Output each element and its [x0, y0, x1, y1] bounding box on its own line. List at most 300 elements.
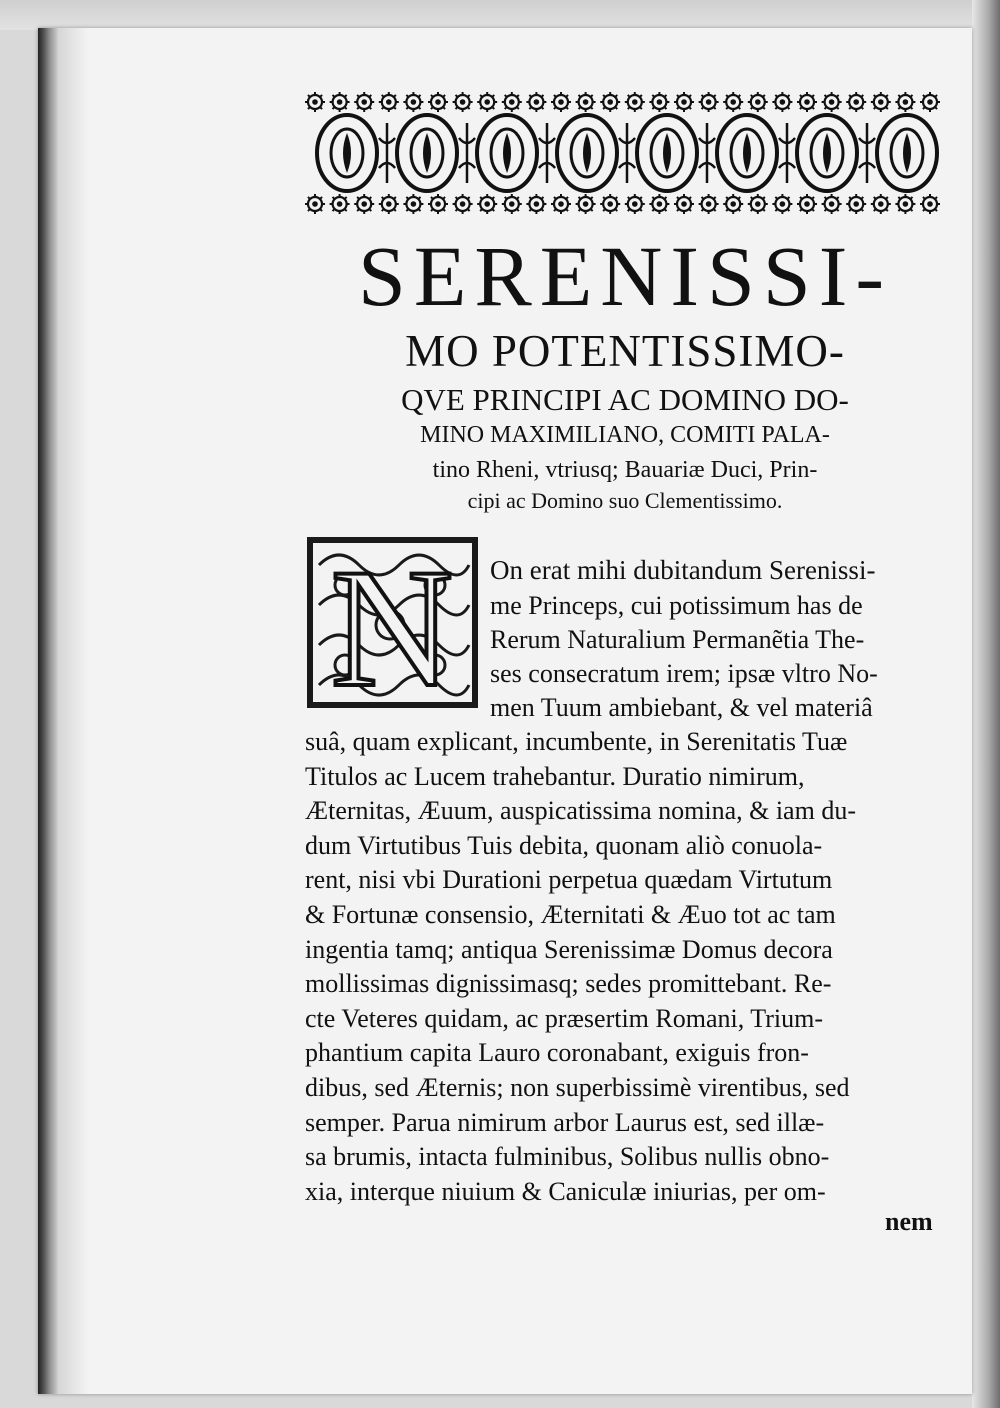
- rosette-petal: [898, 95, 900, 97]
- rosette-petal: [591, 209, 593, 211]
- rosette-petal: [726, 107, 728, 109]
- rosette-petal: [714, 197, 716, 199]
- medallion-seed: [503, 133, 511, 173]
- rosette-center: [607, 201, 613, 207]
- rosette-petal: [394, 209, 396, 211]
- rosette-petal: [603, 209, 605, 211]
- rosette-petal: [738, 209, 740, 211]
- rosette-center: [706, 201, 712, 207]
- rosette-petal: [714, 95, 716, 97]
- rosette-petal: [591, 107, 593, 109]
- rosette-petal: [369, 197, 371, 199]
- scan-background-right: [972, 0, 1000, 1408]
- text-line: mollissimas dignissimasq; sedes promittebant. Re-: [305, 969, 832, 999]
- rosette-petal: [923, 107, 925, 109]
- rosette-petal: [935, 209, 937, 211]
- rosette-center: [927, 99, 933, 105]
- rosette-petal: [517, 107, 519, 109]
- medallion-separator: [459, 123, 475, 183]
- rosette-petal: [529, 107, 531, 109]
- rosette-petal: [603, 95, 605, 97]
- medallion-separator: [699, 123, 715, 183]
- rosette-petal: [886, 107, 888, 109]
- rosette-petal: [382, 107, 384, 109]
- rosette-petal: [763, 197, 765, 199]
- rosette-petal: [357, 209, 359, 211]
- rosette-petal: [910, 107, 912, 109]
- rosette-petal: [554, 107, 556, 109]
- rosette-petal: [714, 209, 716, 211]
- rosette-petal: [308, 209, 310, 211]
- rosette-center: [411, 99, 417, 105]
- rosette-petal: [751, 107, 753, 109]
- rosette-petal: [751, 197, 753, 199]
- rosette-center: [780, 99, 786, 105]
- rosette-petal: [480, 95, 482, 97]
- woodcut-headpiece-ornament: [305, 88, 945, 218]
- rosette-petal: [935, 95, 937, 97]
- rosette-petal: [308, 95, 310, 97]
- rosette-petal: [308, 107, 310, 109]
- rosette-petal: [861, 197, 863, 199]
- rosette-petal: [406, 209, 408, 211]
- rosette-petal: [812, 107, 814, 109]
- rosette-petal: [702, 209, 704, 211]
- rosette-petal: [874, 209, 876, 211]
- medallion-seed: [743, 133, 751, 173]
- rosette-petal: [566, 95, 568, 97]
- rosette-center: [558, 201, 564, 207]
- rosette-center: [853, 99, 859, 105]
- rosette-center: [632, 201, 638, 207]
- rosette-petal: [664, 197, 666, 199]
- rosette-center: [755, 201, 761, 207]
- rosette-petal: [689, 107, 691, 109]
- rosette-petal: [702, 197, 704, 199]
- rosette-petal: [837, 107, 839, 109]
- text-line: suâ, quam explicant, incumbente, in Serenitatis Tuæ: [305, 727, 848, 756]
- rosette-petal: [874, 95, 876, 97]
- rosette-petal: [910, 197, 912, 199]
- rosette-center: [484, 99, 490, 105]
- rosette-petal: [800, 197, 802, 199]
- rosette-petal: [320, 197, 322, 199]
- rosette-petal: [320, 95, 322, 97]
- text-line: phantium capita Lauro coronabant, exiguis fron-: [305, 1038, 809, 1068]
- rosette-petal: [787, 197, 789, 199]
- rosette-petal: [640, 95, 642, 97]
- rosette-petal: [480, 209, 482, 211]
- rosette-petal: [480, 197, 482, 199]
- rosette-petal: [591, 95, 593, 97]
- rosette-petal: [308, 197, 310, 199]
- rosette-petal: [320, 209, 322, 211]
- rosette-row-top: [305, 92, 940, 112]
- medallion-seed: [343, 133, 351, 173]
- rosette-petal: [763, 209, 765, 211]
- rosette-petal: [935, 107, 937, 109]
- rosette-petal: [394, 107, 396, 109]
- rosette-petal: [480, 107, 482, 109]
- rosette-petal: [898, 107, 900, 109]
- text-line: cte Veteres quidam, ac præsertim Romani, Trium-: [305, 1003, 823, 1033]
- rosette-petal: [541, 197, 543, 199]
- rosette-petal: [763, 95, 765, 97]
- rosette-center: [829, 201, 835, 207]
- text-line: dibus, sed Æternis; non superbissimè virentibus, sed: [305, 1072, 850, 1102]
- rosette-petal: [517, 95, 519, 97]
- rosette-petal: [886, 209, 888, 211]
- rosette-petal: [886, 95, 888, 97]
- rosette-petal: [787, 95, 789, 97]
- rosette-center: [337, 99, 343, 105]
- rosette-petal: [418, 209, 420, 211]
- rosette-petal: [825, 107, 827, 109]
- rosette-petal: [726, 95, 728, 97]
- rosette-petal: [787, 107, 789, 109]
- text-line: ingentia tamq; antiqua Serenissimæ Domus decora: [305, 934, 833, 964]
- text-line: sa brumis, intacta fulminibus, Solibus nullis obno-: [305, 1142, 830, 1172]
- rosette-petal: [714, 107, 716, 109]
- text-beside-initial: [490, 589, 878, 725]
- rosette-petal: [775, 95, 777, 97]
- rosette-petal: [505, 197, 507, 199]
- rosette-petal: [677, 107, 679, 109]
- rosette-row-bottom: [305, 194, 940, 214]
- rosette-petal: [702, 107, 704, 109]
- rosette-petal: [628, 107, 630, 109]
- rosette-center: [361, 201, 367, 207]
- text-line: Rerum Naturalium Permanẽtia The-: [490, 625, 865, 654]
- rosette-petal: [505, 107, 507, 109]
- rosette-petal: [923, 95, 925, 97]
- rosette-petal: [615, 197, 617, 199]
- rosette-petal: [812, 95, 814, 97]
- rosette-petal: [541, 107, 543, 109]
- rosette-center: [435, 201, 441, 207]
- rosette-petal: [418, 197, 420, 199]
- rosette-petal: [431, 209, 433, 211]
- rosette-center: [853, 201, 859, 207]
- rosette-petal: [825, 197, 827, 199]
- rosette-petal: [566, 107, 568, 109]
- rosette-petal: [456, 197, 458, 199]
- rosette-center: [657, 201, 663, 207]
- rosette-center: [878, 99, 884, 105]
- rosette-petal: [369, 209, 371, 211]
- rosette-petal: [394, 197, 396, 199]
- rosette-petal: [689, 197, 691, 199]
- rosette-petal: [800, 209, 802, 211]
- rosette-petal: [664, 107, 666, 109]
- rosette-petal: [652, 209, 654, 211]
- rosette-center: [460, 201, 466, 207]
- rosette-petal: [541, 209, 543, 211]
- rosette-petal: [468, 107, 470, 109]
- rosette-petal: [849, 197, 851, 199]
- title-line-6: cipi ac Domino suo Clementissimo.: [467, 488, 783, 513]
- rosette-petal: [456, 107, 458, 109]
- rosette-petal: [910, 209, 912, 211]
- rosette-petal: [603, 107, 605, 109]
- rosette-petal: [418, 107, 420, 109]
- rosette-petal: [751, 209, 753, 211]
- rosette-center: [730, 99, 736, 105]
- rosette-petal: [357, 107, 359, 109]
- rosette-petal: [664, 209, 666, 211]
- rosette-petal: [382, 197, 384, 199]
- rosette-petal: [689, 209, 691, 211]
- rosette-petal: [431, 95, 433, 97]
- rosette-center: [583, 201, 589, 207]
- rosette-petal: [775, 107, 777, 109]
- rosette-petal: [812, 209, 814, 211]
- rosette-petal: [345, 107, 347, 109]
- rosette-center: [361, 99, 367, 105]
- rosette-petal: [628, 209, 630, 211]
- rosette-petal: [751, 95, 753, 97]
- rosette-center: [755, 99, 761, 105]
- rosette-petal: [874, 197, 876, 199]
- rosette-center: [534, 201, 540, 207]
- rosette-petal: [443, 95, 445, 97]
- medallion-seed: [903, 133, 911, 173]
- rosette-petal: [898, 209, 900, 211]
- medallion-seed: [423, 133, 431, 173]
- rosette-petal: [898, 197, 900, 199]
- rosette-petal: [677, 197, 679, 199]
- rosette-petal: [825, 95, 827, 97]
- medallion-seed: [823, 133, 831, 173]
- rosette-petal: [505, 209, 507, 211]
- rosette-petal: [579, 95, 581, 97]
- rosette-center: [312, 201, 318, 207]
- rosette-petal: [615, 209, 617, 211]
- rosette-petal: [640, 197, 642, 199]
- rosette-petal: [579, 107, 581, 109]
- rosette-petal: [382, 209, 384, 211]
- medallion-seed: [663, 133, 671, 173]
- rosette-petal: [849, 107, 851, 109]
- rosette-petal: [554, 95, 556, 97]
- title-line-4: MINO MAXIMILIANO, COMITI PALA-: [420, 422, 830, 448]
- text-line: & Fortunæ consensio, Æternitati & Æuo tot ac tam: [305, 899, 836, 929]
- rosette-center: [460, 99, 466, 105]
- rosette-center: [435, 99, 441, 105]
- rosette-petal: [935, 197, 937, 199]
- rosette-petal: [443, 107, 445, 109]
- medallion-separator: [859, 123, 875, 183]
- rosette-center: [558, 99, 564, 105]
- rosette-petal: [382, 95, 384, 97]
- rosette-petal: [579, 209, 581, 211]
- title-line-1: SERENISSI-: [358, 228, 892, 324]
- scan-background-top: [0, 0, 1000, 30]
- rosette-petal: [431, 197, 433, 199]
- rosette-petal: [849, 209, 851, 211]
- rosette-petal: [652, 107, 654, 109]
- rosette-petal: [456, 209, 458, 211]
- rosette-petal: [738, 107, 740, 109]
- medallion-row: [317, 115, 937, 191]
- rosette-petal: [837, 197, 839, 199]
- rosette-petal: [406, 95, 408, 97]
- rosette-petal: [394, 95, 396, 97]
- decorated-initial-letter: [305, 535, 480, 710]
- rosette-petal: [910, 95, 912, 97]
- rosette-petal: [468, 209, 470, 211]
- rosette-petal: [468, 197, 470, 199]
- rosette-petal: [628, 95, 630, 97]
- rosette-center: [386, 99, 392, 105]
- text-line: dum Virtutibus Tuis debita, quonam aliò conuola-: [305, 830, 823, 860]
- rosette-petal: [554, 209, 556, 211]
- rosette-petal: [529, 95, 531, 97]
- rosette-center: [730, 201, 736, 207]
- rosette-petal: [800, 107, 802, 109]
- rosette-center: [927, 201, 933, 207]
- rosette-petal: [837, 95, 839, 97]
- rosette-petal: [357, 197, 359, 199]
- rosette-petal: [492, 197, 494, 199]
- rosette-petal: [702, 95, 704, 97]
- rosette-center: [583, 99, 589, 105]
- rosette-petal: [333, 95, 335, 97]
- medallion-separator: [619, 123, 635, 183]
- rosette-petal: [677, 209, 679, 211]
- first-line-after-initial: On erat mihi dubitandum Serenissi-: [490, 555, 876, 585]
- rosette-center: [878, 201, 884, 207]
- rosette-petal: [738, 95, 740, 97]
- rosette-petal: [652, 95, 654, 97]
- dedication-title: [305, 230, 945, 516]
- rosette-center: [484, 201, 490, 207]
- rosette-petal: [800, 95, 802, 97]
- rosette-petal: [554, 197, 556, 199]
- medallion-seed: [583, 133, 591, 173]
- rosette-petal: [566, 209, 568, 211]
- rosette-petal: [615, 95, 617, 97]
- rosette-petal: [861, 107, 863, 109]
- book-spine: [38, 28, 58, 1394]
- rosette-petal: [369, 107, 371, 109]
- rosette-petal: [529, 197, 531, 199]
- rosette-petal: [677, 95, 679, 97]
- rosette-petal: [738, 197, 740, 199]
- rosette-center: [804, 99, 810, 105]
- rosette-petal: [763, 107, 765, 109]
- rosette-center: [509, 201, 515, 207]
- rosette-petal: [418, 95, 420, 97]
- rosette-center: [607, 99, 613, 105]
- rosette-petal: [492, 209, 494, 211]
- rosette-petal: [345, 95, 347, 97]
- rosette-petal: [320, 107, 322, 109]
- rosette-petal: [517, 197, 519, 199]
- gutter-shadow: [58, 28, 88, 1394]
- rosette-center: [411, 201, 417, 207]
- rosette-petal: [837, 209, 839, 211]
- rosette-center: [681, 99, 687, 105]
- rosette-petal: [825, 209, 827, 211]
- rosette-center: [386, 201, 392, 207]
- rosette-petal: [615, 107, 617, 109]
- medallion-separator: [779, 123, 795, 183]
- rosette-petal: [652, 197, 654, 199]
- rosette-petal: [517, 209, 519, 211]
- rosette-petal: [443, 197, 445, 199]
- rosette-center: [829, 99, 835, 105]
- text-line: ses consecratum irem; ipsæ vltro No-: [490, 659, 878, 688]
- rosette-petal: [787, 209, 789, 211]
- rosette-petal: [726, 197, 728, 199]
- rosette-petal: [345, 209, 347, 211]
- rosette-petal: [775, 197, 777, 199]
- rosette-petal: [874, 107, 876, 109]
- rosette-petal: [369, 95, 371, 97]
- rosette-center: [706, 99, 712, 105]
- rosette-petal: [566, 197, 568, 199]
- rosette-petal: [492, 107, 494, 109]
- rosette-petal: [628, 197, 630, 199]
- rosette-petal: [923, 197, 925, 199]
- rosette-center: [509, 99, 515, 105]
- rosette-petal: [505, 95, 507, 97]
- text-line: xia, interque niuium & Caniculæ iniurias, per om-: [305, 1176, 826, 1206]
- rosette-petal: [603, 197, 605, 199]
- rosette-petal: [492, 95, 494, 97]
- rosette-center: [780, 201, 786, 207]
- title-line-5: tino Rheni, vtriusq; Bauariæ Duci, Prin-: [432, 457, 818, 483]
- rosette-petal: [468, 95, 470, 97]
- rosette-petal: [591, 197, 593, 199]
- medallion-separator: [539, 123, 555, 183]
- rosette-center: [804, 201, 810, 207]
- rosette-center: [681, 201, 687, 207]
- rosette-petal: [529, 209, 531, 211]
- rosette-center: [632, 99, 638, 105]
- rosette-center: [903, 99, 909, 105]
- rosette-petal: [406, 107, 408, 109]
- rosette-petal: [443, 209, 445, 211]
- rosette-petal: [849, 95, 851, 97]
- rosette-petal: [579, 197, 581, 199]
- rosette-petal: [861, 95, 863, 97]
- rosette-center: [657, 99, 663, 105]
- rosette-petal: [541, 95, 543, 97]
- text-line: Titulos ac Lucem trahebantur. Duratio nimirum,: [305, 761, 805, 791]
- text-line: me Princeps, cui potissimum has de: [490, 591, 863, 620]
- rosette-petal: [726, 209, 728, 211]
- rosette-center: [312, 99, 318, 105]
- rosette-petal: [333, 209, 335, 211]
- rosette-petal: [812, 197, 814, 199]
- rosette-petal: [923, 209, 925, 211]
- rosette-petal: [406, 197, 408, 199]
- body-text: [305, 725, 856, 1209]
- rosette-petal: [333, 107, 335, 109]
- text-line: men Tuum ambiebant, & vel materiâ: [490, 693, 873, 722]
- rosette-petal: [333, 197, 335, 199]
- rosette-petal: [861, 209, 863, 211]
- rosette-petal: [431, 107, 433, 109]
- rosette-petal: [664, 95, 666, 97]
- medallion-separator: [379, 123, 395, 183]
- rosette-center: [534, 99, 540, 105]
- text-line: Æternitas, Æuum, auspicatissima nomina, & iam du-: [305, 796, 856, 826]
- text-line: semper. Parua nimirum arbor Laurus est, sed illæ-: [305, 1107, 825, 1137]
- title-line-2: MO POTENTISSIMO-: [405, 326, 845, 376]
